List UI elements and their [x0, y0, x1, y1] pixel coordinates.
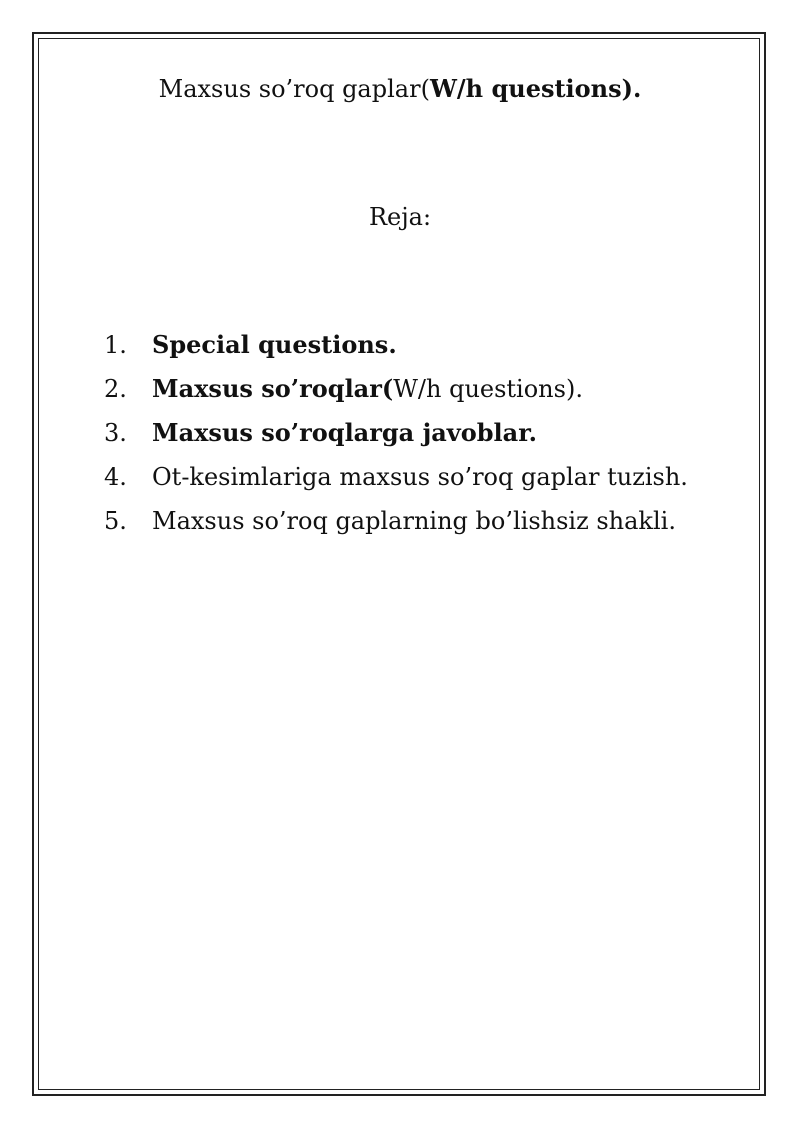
plan-item-text: W/h questions).	[393, 375, 583, 403]
plan-item-text: Maxsus so’roq gaplarning bo’lishsiz shakli.	[152, 507, 676, 535]
plan-item	[104, 328, 688, 372]
plan-item-number: 5.	[104, 507, 127, 535]
plan-item-bold-text: Maxsus so’roqlarga javoblar.	[152, 418, 537, 447]
plan-item-number: 3.	[104, 419, 127, 447]
plan-item-bold-text: Special questions.	[152, 330, 397, 359]
page-border-inner	[38, 38, 760, 1090]
plan-item-number: 2.	[104, 375, 127, 403]
plan-item	[104, 372, 688, 416]
title-bold: W/h questions).	[429, 74, 642, 103]
plan-item-number: 1.	[104, 331, 127, 359]
plan-item-number: 4.	[104, 463, 127, 491]
plan-heading: Reja:	[368, 203, 432, 231]
plan-item	[104, 460, 688, 504]
plan-item	[104, 504, 688, 548]
plan-item-bold-text: Maxsus so’roqlar(	[152, 374, 394, 403]
document-title	[0, 72, 800, 106]
page-border	[32, 32, 766, 1096]
plan-list	[104, 328, 688, 548]
title-plain: Maxsus so’roq gaplar(	[158, 75, 430, 103]
plan-item	[104, 416, 688, 460]
plan-item-text: Ot-kesimlariga maxsus so’roq gaplar tuzish.	[152, 463, 688, 491]
